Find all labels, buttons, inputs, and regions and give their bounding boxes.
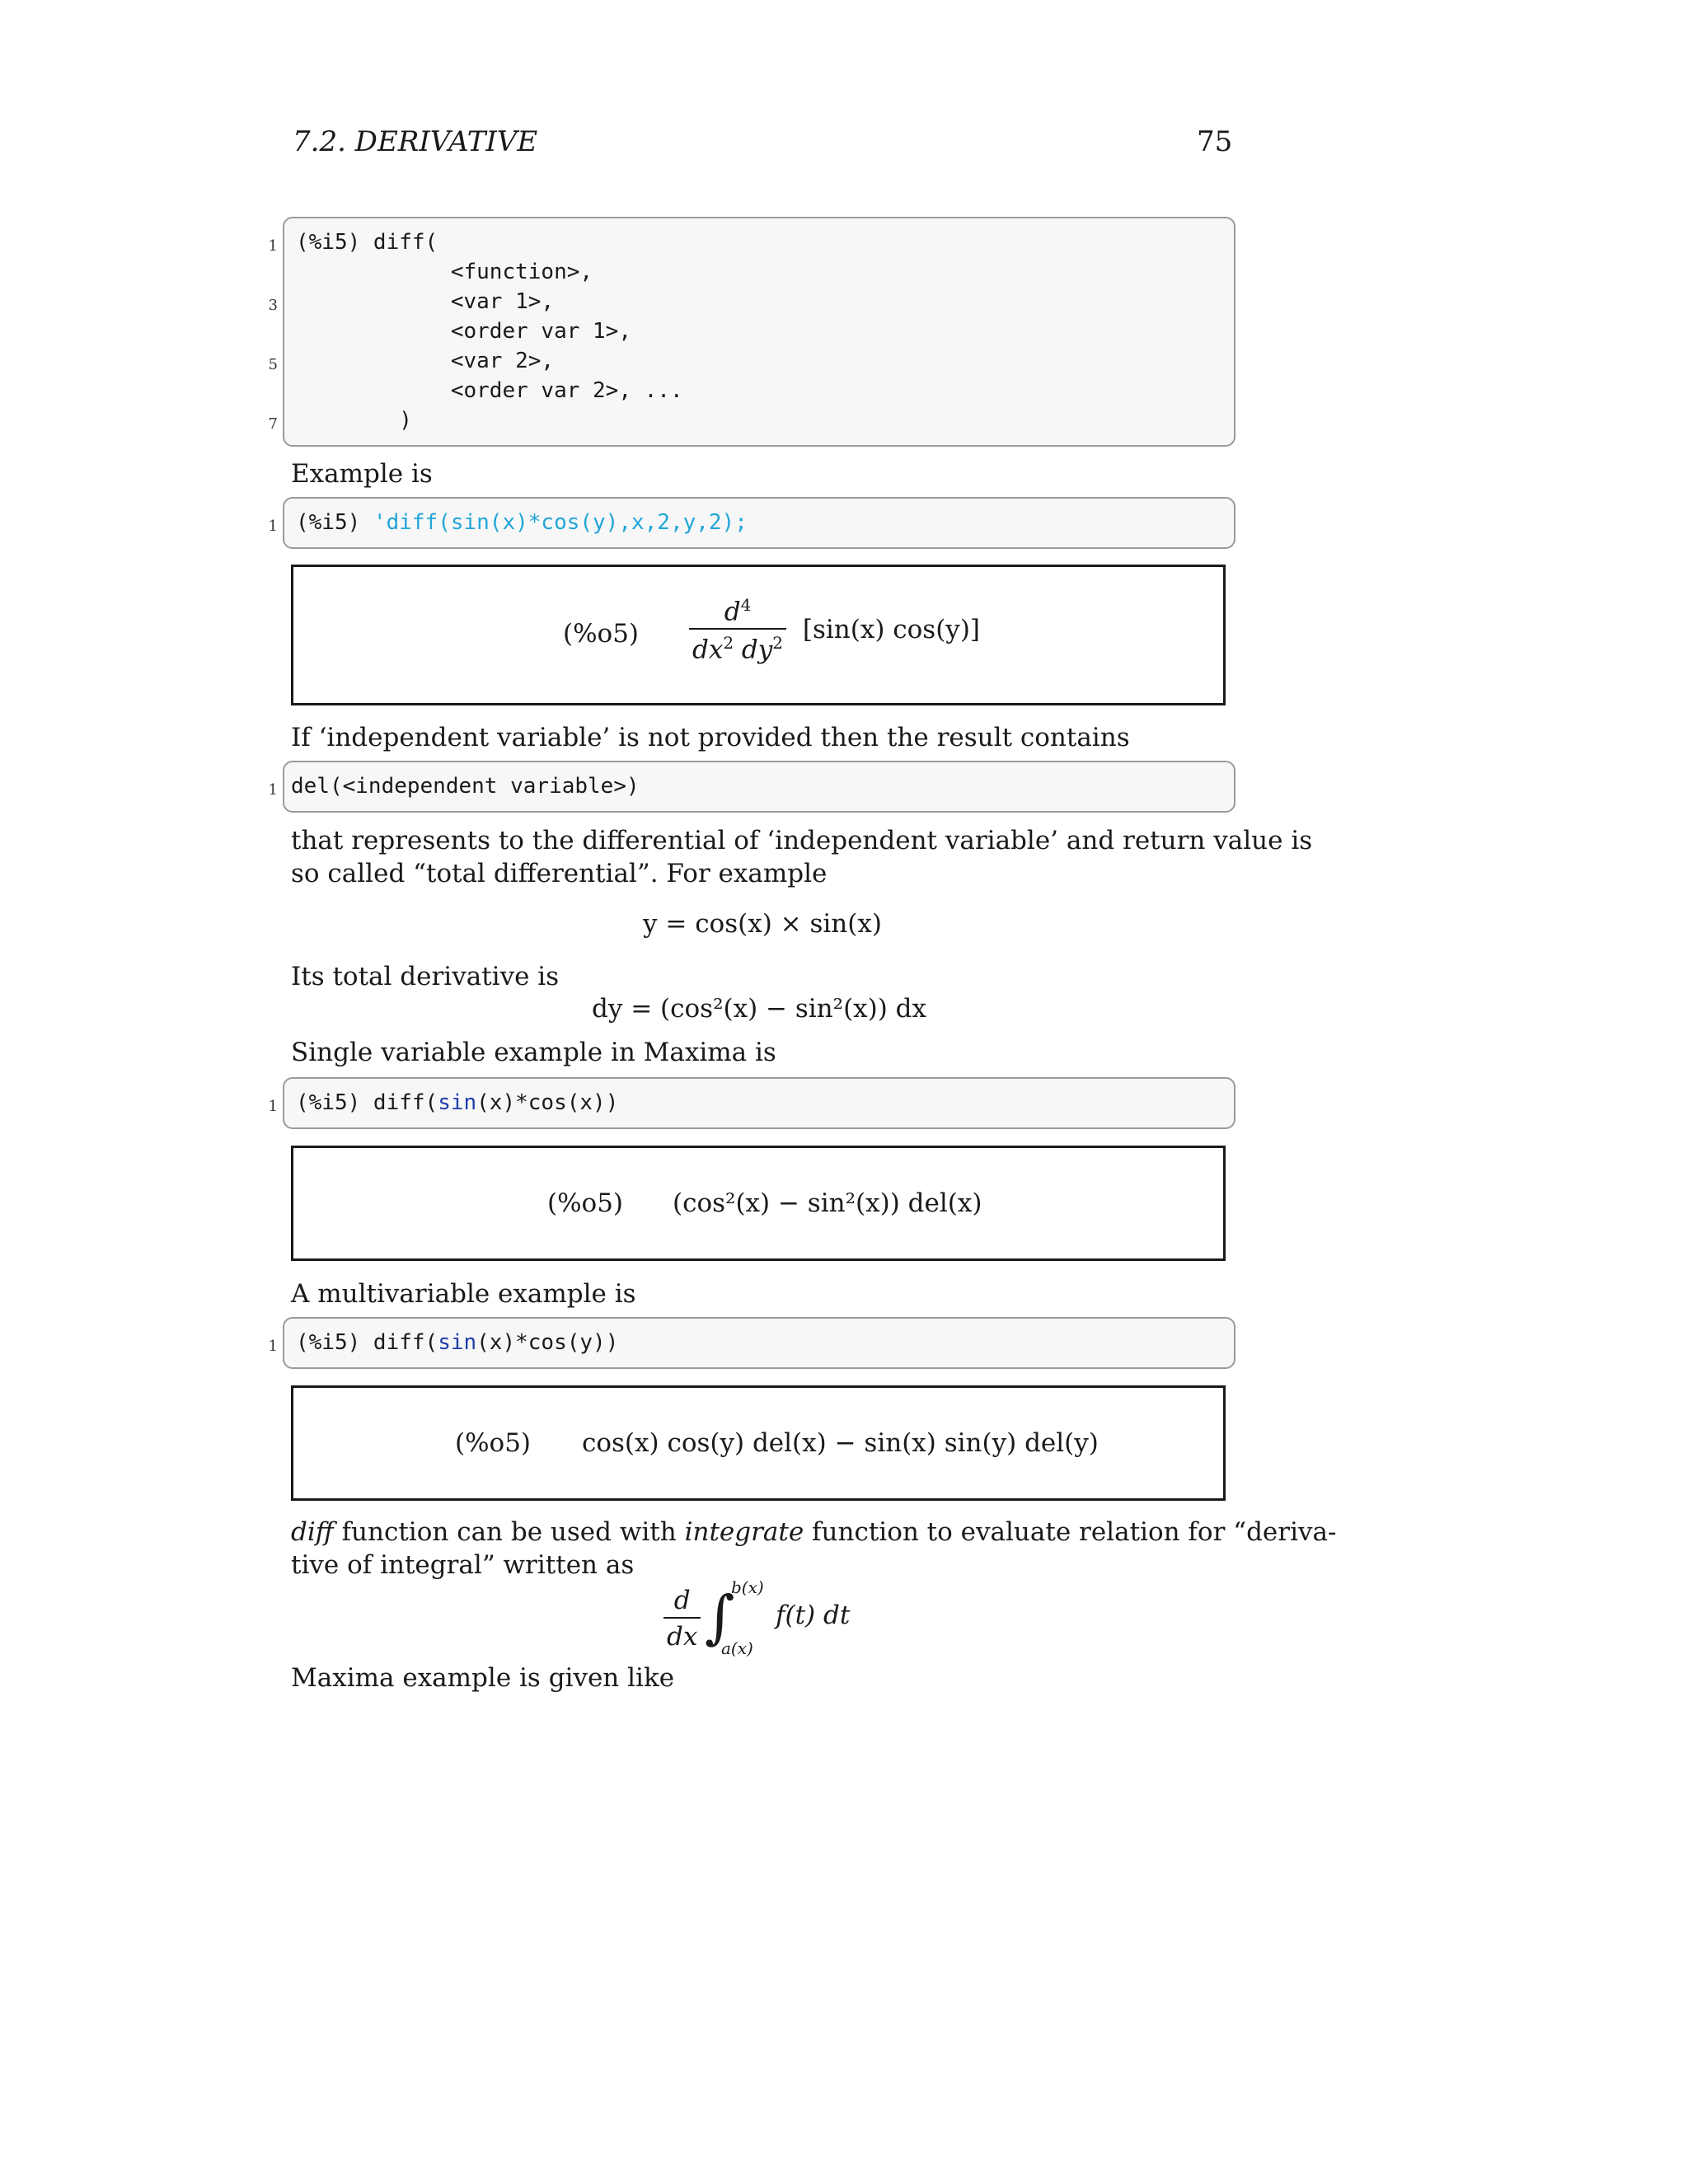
output-expression: cos(x) cos(y) del(x) − sin(x) sin(y) del(y) [582,1428,1099,1458]
paragraph: If ‘independent variable’ is not provided then the result contains [291,723,1130,752]
paragraph: A multivariable example is [291,1279,636,1309]
paragraph: that represents to the differential of ‘independent variable’ and return value is [291,826,1313,855]
code-line: ) [296,408,412,433]
output-box [291,565,1226,705]
code-line: <order var 1>, [296,319,631,344]
code-block-del [283,761,1236,813]
equation: dy = (cos²(x) − sin²(x)) dx [592,994,927,1024]
code-block-example [283,497,1236,549]
line-number: 7 [268,415,278,433]
code-block-syntax [283,217,1236,447]
output-label: (%o5) [563,619,640,649]
line-number: 1 [268,518,278,535]
paragraph: Maxima example is given like [291,1663,675,1693]
code-block-multi [283,1317,1236,1369]
integrand: f(t) dt [776,1601,851,1630]
paragraph: Its total derivative is [291,962,560,991]
output-label: (%o5) [547,1188,624,1218]
code-line: <var 2>, [296,349,555,373]
line-number: 5 [268,356,278,373]
output-expression: $\frac{d^4}{dx^2 dy^2}$ [sin(x) cos(y)] [689,595,980,665]
code-line: (%i5) diff( [296,230,438,255]
line-number: 3 [268,297,278,314]
page-number: 75 [1197,125,1233,158]
paragraph: so called “total differential”. For example [291,859,828,888]
code-line: (%i5) 'diff(sin(x)*cos(y),x,2,y,2); [296,510,748,535]
code-line: (%i5) diff(sin(x)*cos(y)) [296,1330,619,1355]
line-number: 1 [268,237,278,255]
equation: y = cos(x) × sin(x) [643,909,882,939]
paragraph: diff function can be used with integrate function to evaluate relation for “deriva- [291,1517,1337,1547]
paragraph: Single variable example in Maxima is [291,1038,776,1067]
paragraph: tive of integral” written as [291,1550,635,1580]
line-number: 1 [268,1338,278,1355]
code-line: (%i5) diff(sin(x)*cos(x)) [296,1090,619,1115]
line-number: 1 [268,1098,278,1115]
running-header-section: 7.2. DERIVATIVE [293,125,538,158]
equation-integral: $\frac{d}{dx}$ ∫ b(x) a(x) f(t) dt [663,1581,878,1655]
output-box [291,1146,1226,1261]
code-line: <var 1>, [296,289,555,314]
output-expression: (cos²(x) − sin²(x)) del(x) [673,1188,982,1218]
integral-upper-limit: b(x) [731,1577,764,1597]
code-line: <function>, [296,260,593,284]
code-line: <order var 2>, ... [296,378,683,403]
integral-lower-limit: a(x) [721,1638,753,1658]
paragraph: Example is [291,459,433,489]
output-box [291,1385,1226,1501]
code-block-single [283,1077,1236,1129]
line-number: 1 [268,781,278,799]
integral-sign: ∫ [705,1583,735,1651]
output-label: (%o5) [455,1428,532,1458]
code-line: del(<independent variable>) [291,774,640,799]
